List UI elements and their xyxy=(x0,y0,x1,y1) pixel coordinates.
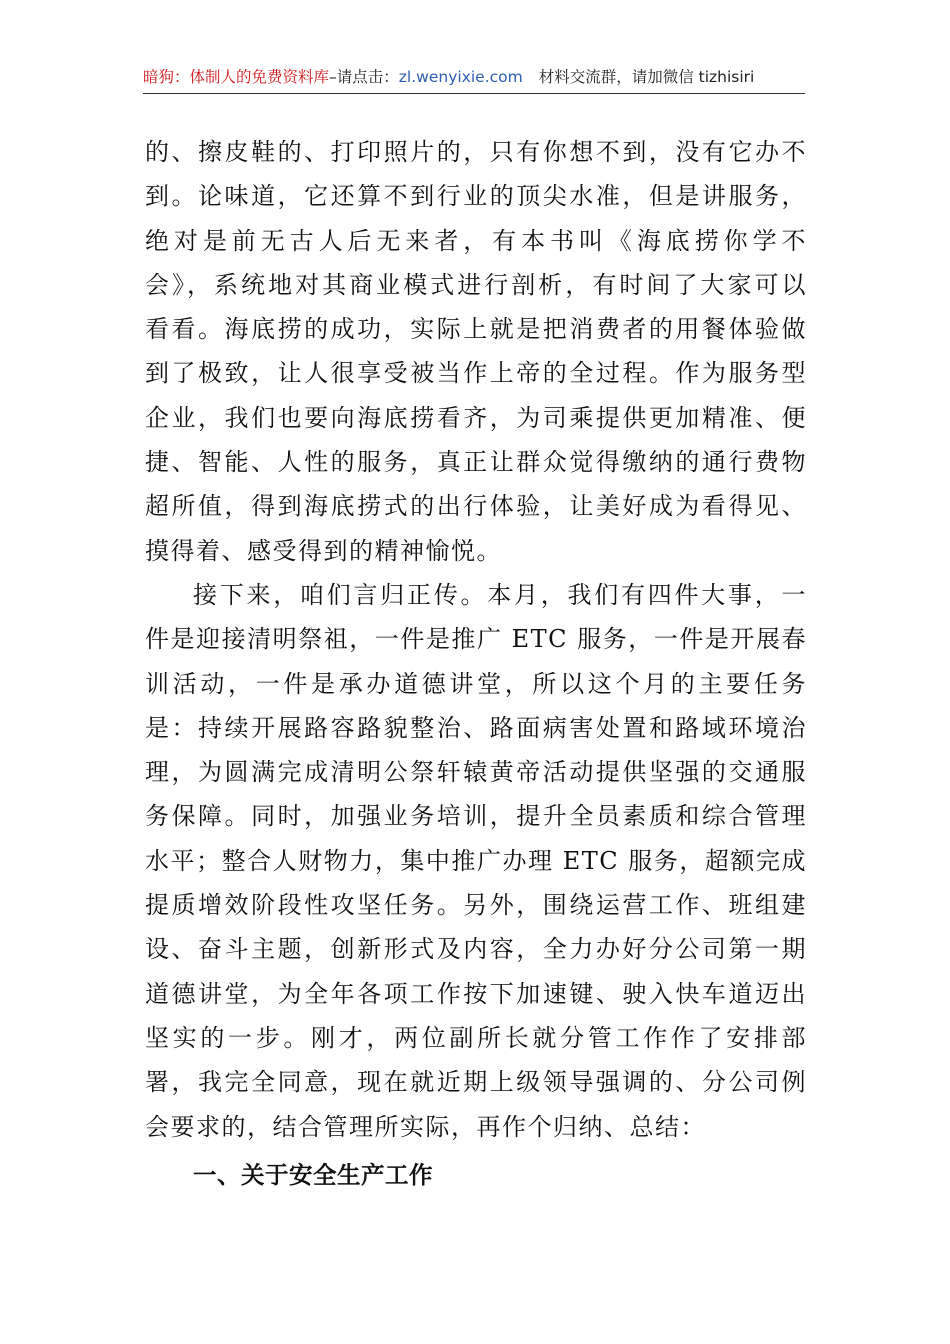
text-line: 道德讲堂，为全年各项工作按下加速键、驶入快车道迈出 xyxy=(145,979,807,1008)
page-header xyxy=(143,62,805,94)
text-line: 绝对是前无古人后无来者，有本书叫《海底捞你学不 xyxy=(145,226,807,255)
text-line: 件是迎接清明祭祖，一件是推广 ETC 服务，一件是开展春 xyxy=(145,625,807,654)
text-line: 设、奋斗主题，创新形式及内容，全力办好分公司第一期 xyxy=(145,935,807,964)
text-line: 水平；整合人财物力，集中推广办理 ETC 服务，超额完成 xyxy=(145,846,807,875)
text-line: 摸得着、感受得到的精神愉悦。 xyxy=(145,536,502,565)
text-line: 署，我完全同意，现在就近期上级领导强调的、分公司例 xyxy=(145,1068,807,1097)
header-wechat: 材料交流群，请加微信 tizhisiri xyxy=(538,68,755,86)
text-line: 会要求的，结合管理所实际，再作个归纳、总结： xyxy=(145,1112,706,1141)
text-line: 到。论味道，它还算不到行业的顶尖水准，但是讲服务， xyxy=(145,182,807,211)
header-prompt: –请点击： xyxy=(329,68,399,86)
text-line: 的、擦皮鞋的、打印照片的，只有你想不到，没有它办不 xyxy=(145,138,807,166)
text-line: 捷、智能、人性的服务，真正让群众觉得缴纳的通行费物 xyxy=(145,448,807,477)
document-body xyxy=(145,130,807,1197)
text-line: 会》，系统地对其商业模式进行剖析，有时间了大家可以 xyxy=(145,270,807,299)
text-line: 训活动，一件是承办道德讲堂，所以这个月的主要任务 xyxy=(145,669,807,698)
text-line: 务保障。同时，加强业务培训，提升全员素质和综合管理 xyxy=(145,802,807,831)
text-line: 坚实的一步。刚才，两位副所长就分管工作作了安排部 xyxy=(145,1023,807,1052)
text-line: 提质增效阶段性攻坚任务。另外，围绕运营工作、班组建 xyxy=(145,891,807,920)
paragraph-2 xyxy=(145,573,807,1149)
text-line: 理，为圆满完成清明公祭轩辕黄帝活动提供坚强的交通服 xyxy=(145,758,807,787)
text-line: 到了极致，让人很享受被当作上帝的全过程。作为服务型 xyxy=(145,359,807,388)
text-line: 企业，我们也要向海底捞看齐，为司乘提供更加精准、便 xyxy=(145,403,807,432)
header-brand: 暗狗：体制人的免费资料库 xyxy=(143,68,330,86)
text-line: 接下来，咱们言归正传。本月，我们有四件大事，一 xyxy=(193,580,807,609)
text-line: 超所值，得到海底捞式的出行体验，让美好成为看得见、 xyxy=(145,492,807,521)
section-heading: 一、关于安全生产工作 xyxy=(193,1160,433,1189)
text-line: 看看。海底捞的成功，实际上就是把消费者的用餐体验做 xyxy=(145,315,807,344)
paragraph-1 xyxy=(145,130,807,573)
text-line: 是：持续开展路容路貌整治、路面病害处置和路域环境治 xyxy=(145,713,807,742)
header-link[interactable]: zl.wenyixie.com xyxy=(398,68,523,86)
